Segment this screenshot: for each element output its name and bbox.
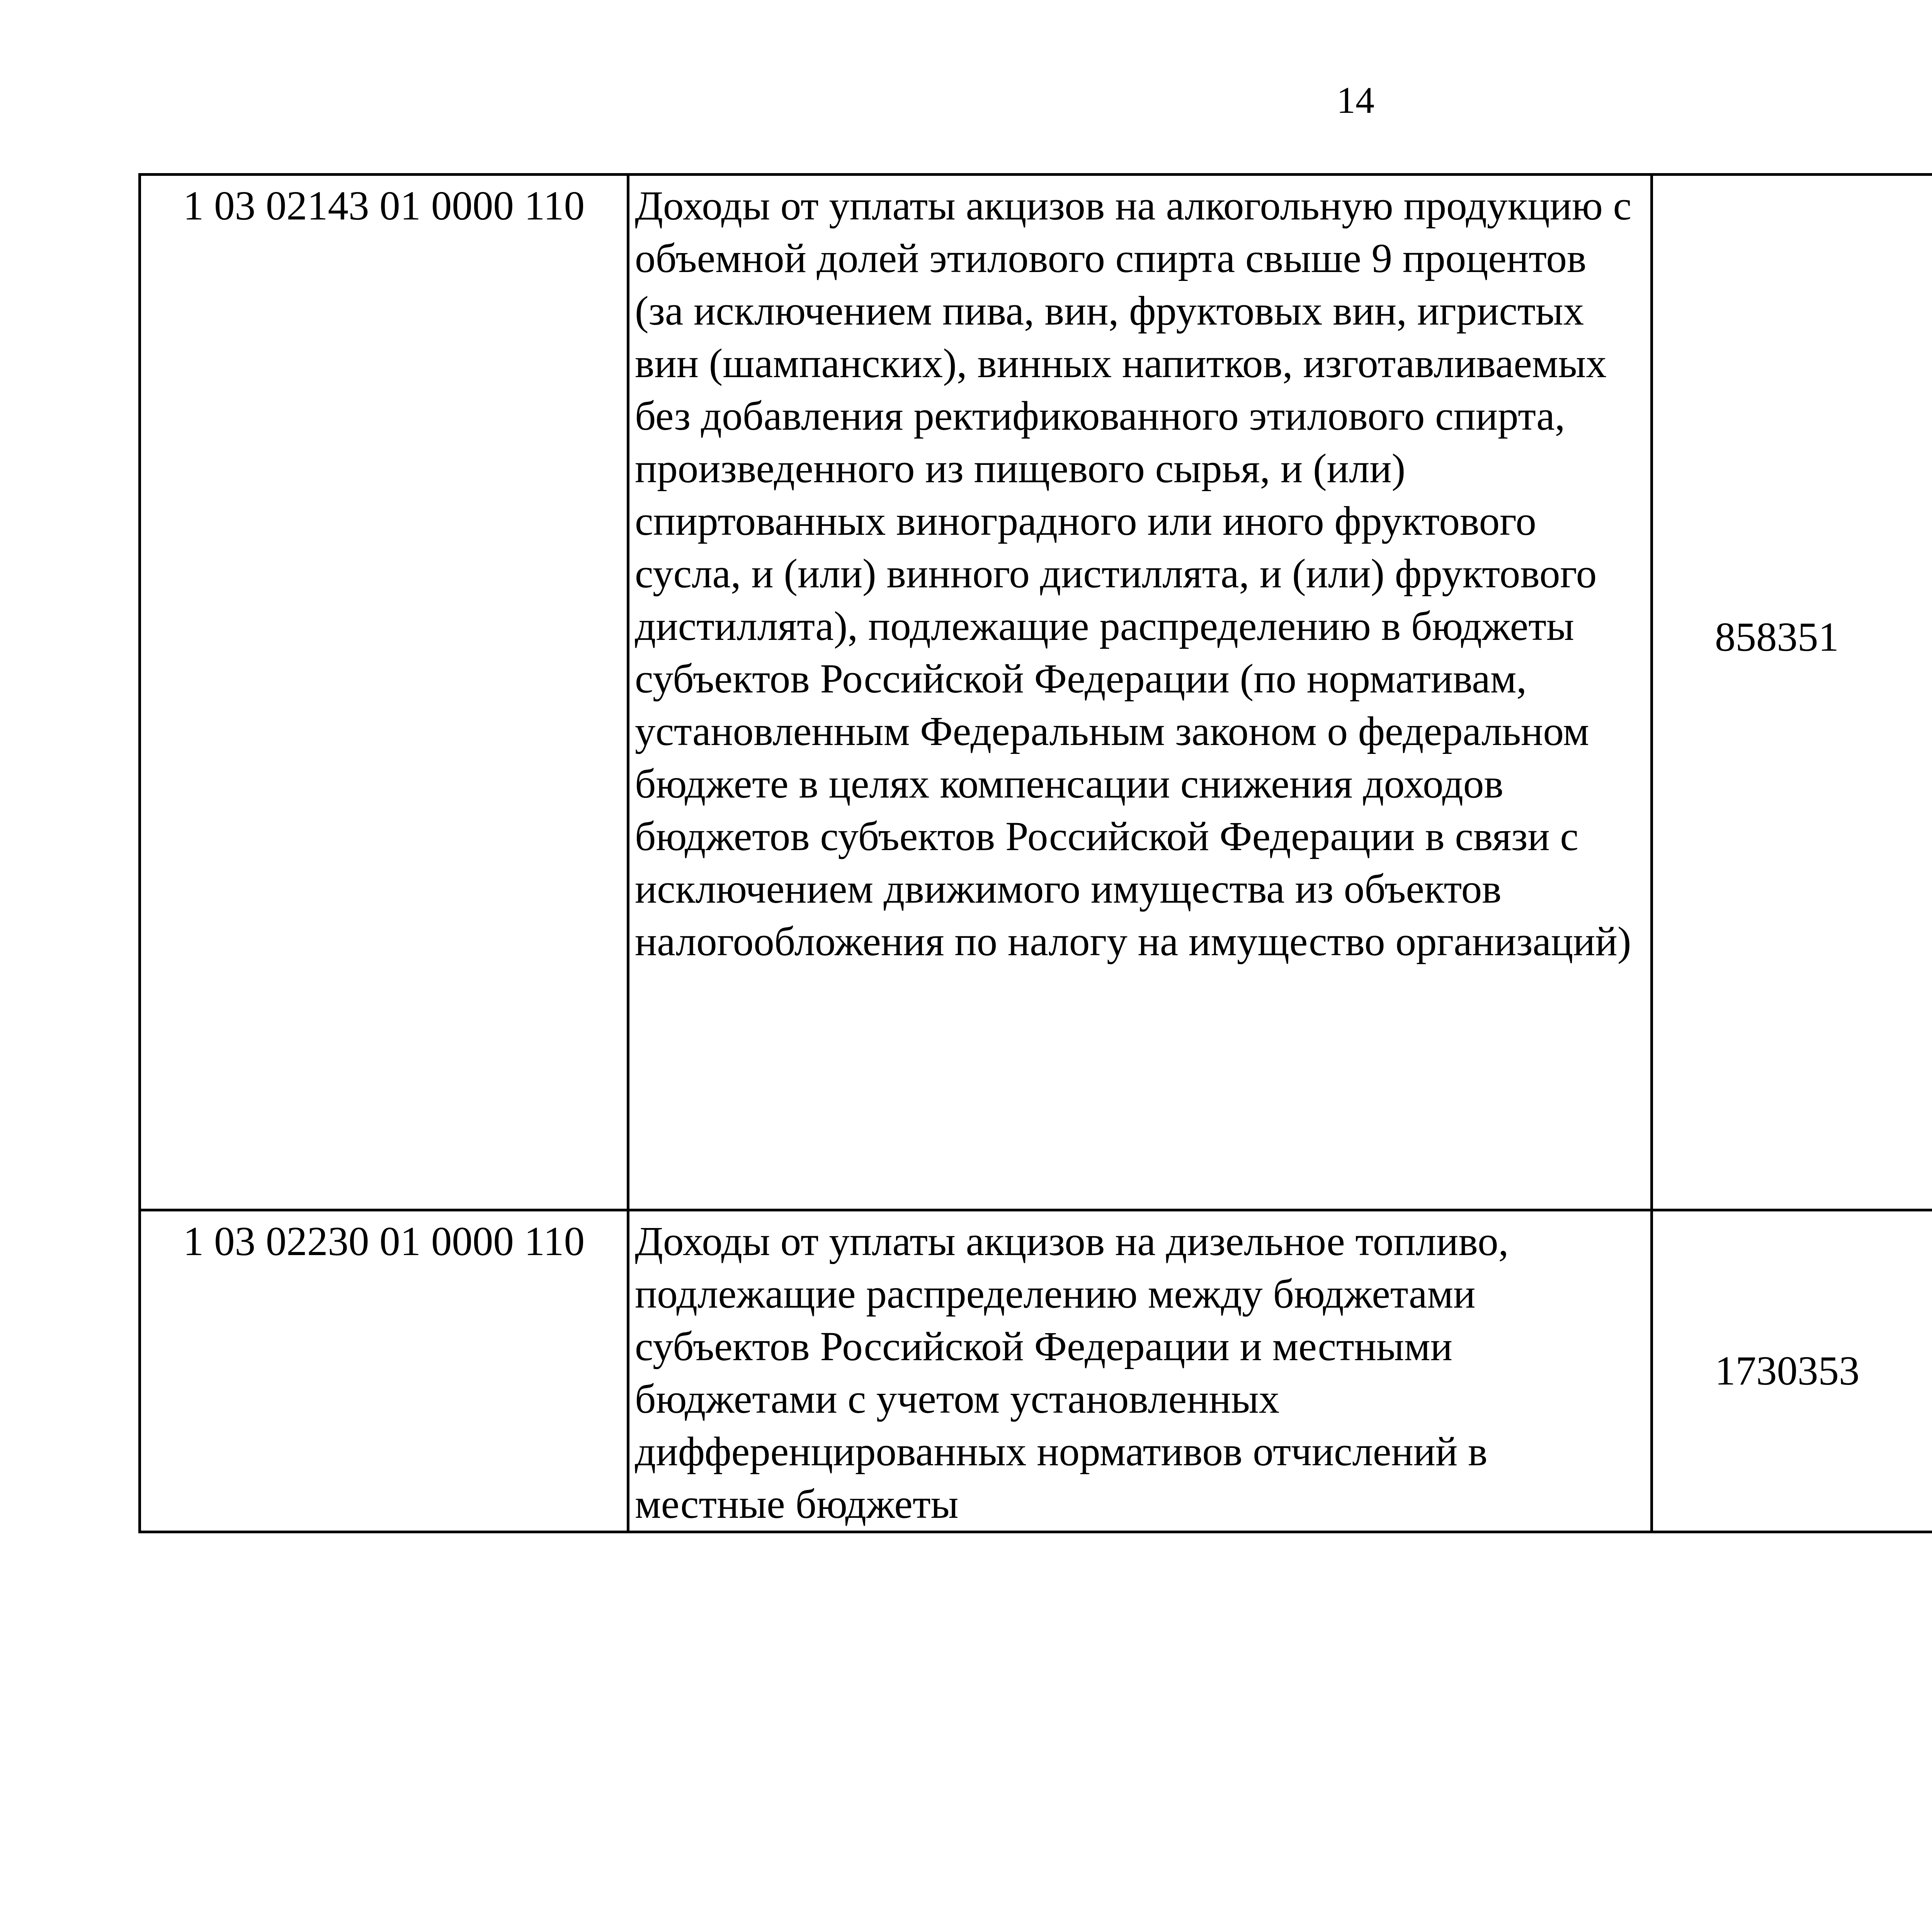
table-row [140, 1210, 1932, 1532]
budget-code-cell: 1 03 02143 01 0000 110 [140, 175, 628, 1210]
revenue-description-cell: Доходы от уплаты акцизов на алкогольную продукцию с объемной долей этилового спирта свыше 9 процентов (за исключением пива, вин, фруктовых вин, игристых вин (шампанских), винных напитков, изготавливаемых без добавления ректификованного этилового спирта, произведенного из пищевого сырья, и (или) спиртованных виноградного или иного фруктового сусла, и (или) винного дистиллята, и (или) фруктового дистиллята), подлежащие распределению в бюджеты субъектов Российской Федерации (по нормативам, установленным Федеральным законом о федеральном бюджете в целях компенсации снижения доходов бюджетов субъектов Российской Федерации в связи с исключением движимого имущества из объектов налогообложения по налогу на имущество организаций) [628, 175, 1652, 1210]
revenue-description-cell: Доходы от уплаты акцизов на дизельное топливо, подлежащие распределению между бюджетами субъектов Российской Федерации и местными бюджетами с учетом установленных дифференцированных нормативов отчислений в местные бюджеты [628, 1210, 1652, 1532]
value-year-1-cell: 858351 [1652, 175, 1932, 1210]
page-number: 14 [1337, 80, 1374, 121]
revenue-table [138, 173, 1932, 1533]
table-row [140, 175, 1932, 1210]
value-year-1-cell: 1730353 [1652, 1210, 1932, 1532]
budget-code-cell: 1 03 02230 01 0000 110 [140, 1210, 628, 1532]
